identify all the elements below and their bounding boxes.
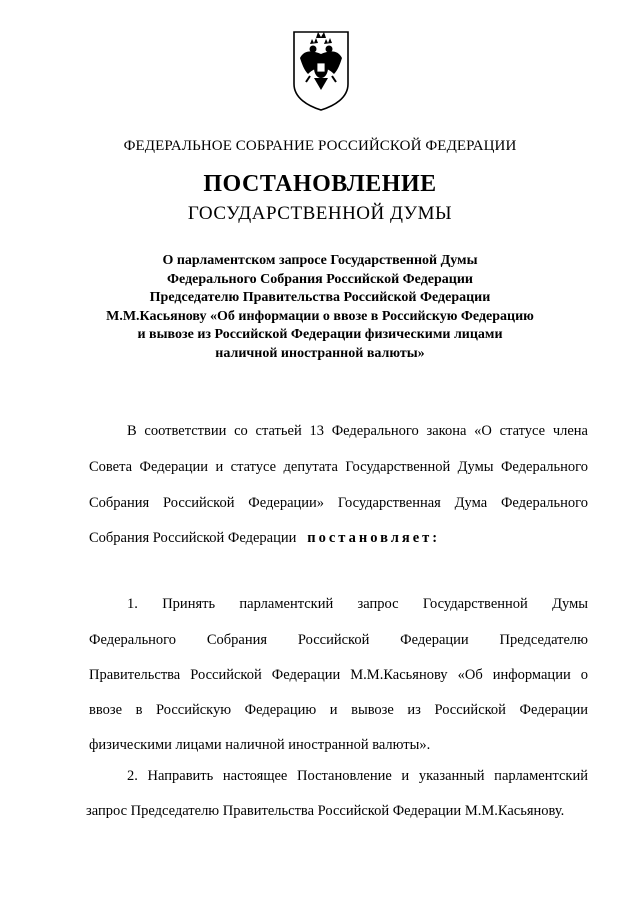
org-name: ФЕДЕРАЛЬНОЕ СОБРАНИЕ РОССИЙСКОЙ ФЕДЕРАЦИИ [123, 138, 517, 154]
subject-line: О парламентском запросе Государственной Думы [162, 253, 478, 268]
preamble-line [89, 528, 588, 548]
preamble-last-line: Собрания Российской Федерации [89, 530, 297, 546]
document-subject [90, 252, 550, 363]
item1-line: 1. Принять парламентский запрос Государственной Думы [127, 596, 588, 612]
subject-line: наличной иностранной валюты» [215, 345, 425, 361]
item1-line: физическими лицами наличной иностранной валюты». [89, 737, 431, 753]
preamble-line: В соответствии со статьей 13 Федерального закона «О статусе члена [127, 423, 588, 439]
document-type: ПОСТАНОВЛЕНИЕ [203, 171, 437, 197]
item2-line: запрос Председателю Правительства Российской Федерации М.М.Касьянову. [86, 803, 565, 819]
subject-line: Председателю Правительства Российской Федерации [149, 290, 491, 305]
subject-line: Федерального Собрания Российской Федерации [167, 271, 473, 287]
preamble-line: Собрания Российской Федерации» Государственная Дума Федерального [89, 495, 588, 511]
subject-line: М.М.Касьянову «Об информации о ввозе в Российскую Федерацию [106, 308, 534, 324]
russian-coat-of-arms-icon [288, 28, 354, 112]
subject-line: и вывозе из Российской Федерации физическими лицами [137, 327, 503, 342]
decree-word: постановляет: [307, 530, 441, 546]
item2-line: 2. Направить настоящее Постановление и указанный парламентский [127, 768, 588, 784]
item1-line: ввозе в Российскую Федерацию и вывозе из Российской Федерации [89, 702, 588, 718]
item1-line: Федерального Собрания Российской Федерации Председателю [89, 632, 588, 648]
item1-line: Правительства Российской Федерации М.М.Касьянову «Об информации о [89, 667, 588, 683]
preamble-line: Совета Федерации и статусе депутата Государственной Думы Федерального [89, 459, 588, 475]
issuer: ГОСУДАРСТВЕННОЙ ДУМЫ [187, 203, 453, 224]
